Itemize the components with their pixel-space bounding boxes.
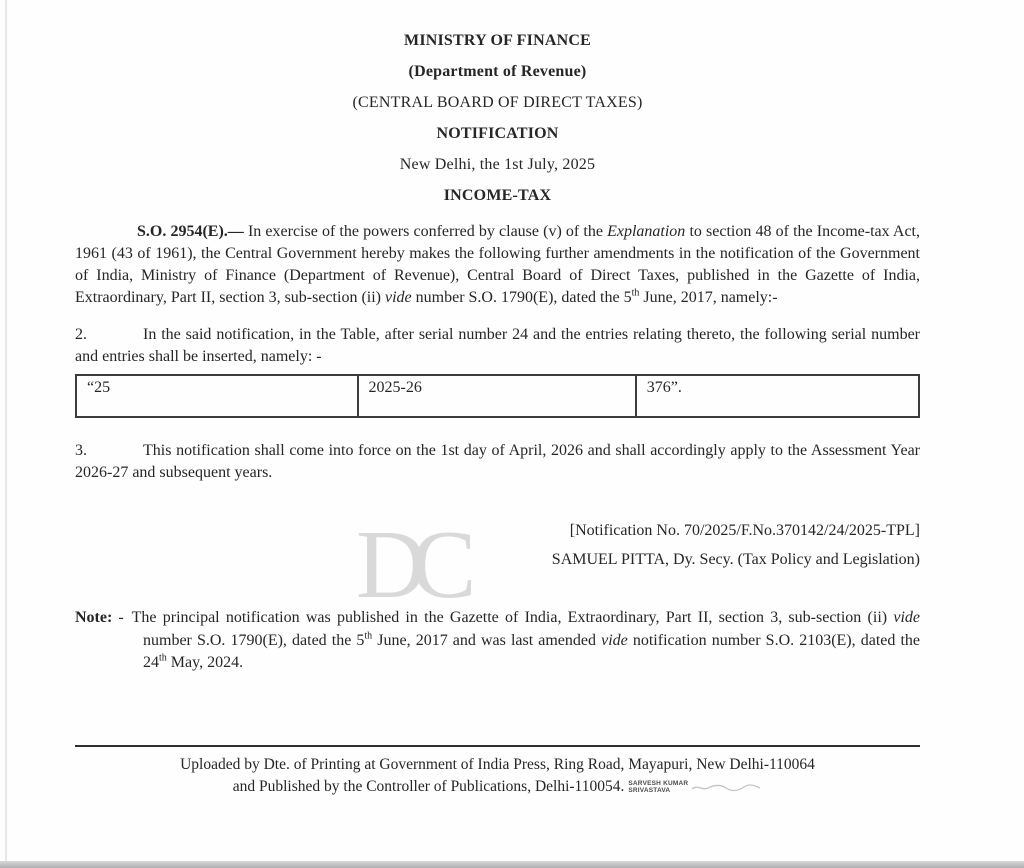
table-cell-year: 2025-26 [358, 375, 636, 417]
signature-block [75, 516, 920, 574]
notification-heading: NOTIFICATION [436, 125, 559, 142]
note-text: The principal notification was published in the Gazette of India, Extraordinary, Part II, section 3, sub-section (ii) [131, 609, 894, 626]
place-date-line: New Delhi, the 1st July, 2025 [399, 156, 596, 173]
paragraph-2 [75, 324, 920, 368]
para1-text: In exercise of the powers conferred by clause (v) of the [243, 223, 608, 240]
table-cell-serial: “25 [76, 375, 358, 417]
ministry-title: MINISTRY OF FINANCE [404, 32, 591, 49]
page-bottom-edge [0, 861, 1024, 868]
so-number: S.O. 2954(E).— [137, 223, 244, 240]
paragraph-3-text: This notification shall come into force on the 1st day of April, 2026 and shall accordingly apply to the Assessment Year 2026-27 and subsequent years. [75, 442, 920, 481]
paragraph-3 [75, 440, 920, 484]
footer-line-2 [75, 776, 920, 798]
para1-text: June, 2017, namely:- [639, 289, 778, 306]
income-tax-heading: INCOME-TAX [443, 187, 552, 204]
vide-italic: vide [601, 631, 628, 649]
note-dash: - [118, 609, 124, 626]
table-cell-value: 376”. [636, 375, 919, 417]
notification-number: [Notification No. 70/2025/F.No.370142/24/2025-TPL] [569, 522, 920, 539]
stamp-name-line: SARVESH KUMAR [628, 779, 689, 787]
vide-italic: vide [893, 609, 920, 626]
note-text: number S.O. 1790(E), dated the 5 [143, 631, 365, 649]
cbdt-line: (CENTRAL BOARD OF DIRECT TAXES) [352, 94, 643, 111]
paragraph-3-number: 3. [75, 442, 87, 459]
para1-text: number S.O. 1790(E), dated the 5 [411, 289, 632, 306]
note-text: June, 2017 and was last amended [372, 631, 602, 649]
opening-paragraph [75, 221, 920, 309]
note-text: notification number S.O. 2103(E), dated the 24 [143, 631, 921, 671]
paragraph-2-number: 2. [75, 326, 87, 343]
footer-line-1: Uploaded by Dte. of Printing at Government of India Press, Ring Road, Mayapuri, New Delhi-110064 [180, 755, 815, 773]
dc-watermark: DC [356, 511, 461, 619]
signatory-line: SAMUEL PITTA, Dy. Secy. (Tax Policy and Legislation) [551, 551, 920, 568]
signature-scribble-icon [690, 780, 762, 794]
ordinal-superscript: th [364, 630, 373, 642]
vide-italic: vide [384, 289, 412, 306]
table-row [76, 375, 919, 417]
note-paragraph [75, 607, 920, 675]
paragraph-2-text: In the said notification, in the Table, after serial number 24 and the entries relating thereto, the following serial number and entries shall be inserted, namely: - [75, 326, 920, 365]
footer [75, 745, 920, 798]
explanation-italic: Explanation [607, 223, 686, 240]
note-text: May, 2024. [166, 654, 244, 671]
amendment-table [75, 374, 920, 418]
ordinal-superscript: th [631, 287, 640, 299]
digital-signature-stamp [628, 780, 688, 794]
ordinal-superscript: th [159, 652, 167, 664]
stamp-name-line: SRIVASTAVA [628, 786, 671, 794]
department-line: (Department of Revenue) [408, 63, 587, 80]
para1-text: to section 48 of the Income-tax Act, 1961 (43 of 1961), the Central Government hereby makes the following further amendments in the notification of the Government of India, Ministry of Finance (Department of Revenue), Central Board of Direct Taxes, published in the Gazette of India, Extraordinary, Part II, section 3, sub-section (ii) [75, 223, 920, 306]
footer-line-2-text: and Published by the Controller of Publications, Delhi-110054. [232, 777, 625, 795]
note-label: Note: [75, 609, 113, 626]
